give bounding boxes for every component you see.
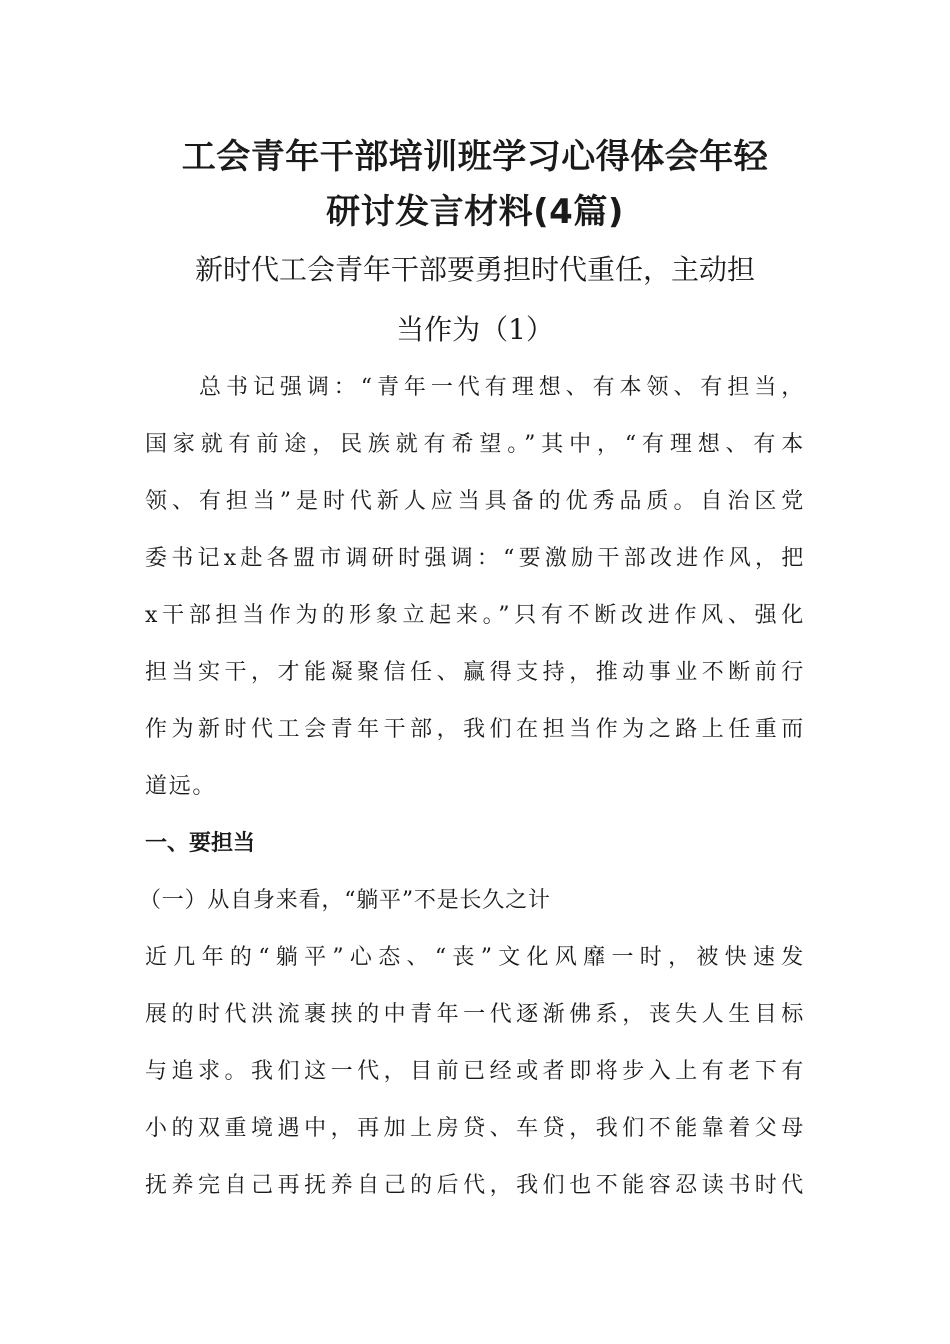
paragraph-1-line-4: 委书记x赴各盟市调研时强调：“要激励干部改进作风，把: [145, 546, 805, 571]
section-heading: 一、要担当: [145, 831, 256, 856]
document-title-line-2: 研讨发言材料(4篇): [326, 192, 624, 232]
paragraph-2-line-2: 展的时代洪流裹挟的中青年一代逐渐佛系，丧失人生目标: [145, 1002, 805, 1027]
paragraph-1-line-5: x干部担当作为的形象立起来。”只有不断改进作风、强化: [145, 603, 805, 628]
paragraph-1-line-2: 国家就有前途，民族就有希望。”其中，“有理想、有本: [145, 432, 805, 457]
paragraph-2-line-4: 小的双重境遇中，再加上房贷、车贷，我们不能靠着父母: [145, 1116, 805, 1141]
paragraph-1-line-6: 担当实干，才能凝聚信任、赢得支持，推动事业不断前行: [145, 660, 805, 685]
paragraph-1-line-8: 道远。: [145, 774, 217, 799]
paragraph-1-line-3: 领、有担当”是时代新人应当具备的优秀品质。自治区党: [145, 489, 805, 514]
paragraph-1-line-7: 作为新时代工会青年干部，我们在担当作为之路上任重而: [145, 717, 805, 742]
section-subheading: （一）从自身来看，“躺平”不是长久之计: [139, 888, 551, 913]
paragraph-1-line-1: 总书记强调：“青年一代有理想、有本领、有担当，: [199, 375, 805, 400]
paragraph-2-line-5: 抚养完自己再抚养自己的后代，我们也不能容忍读书时代: [145, 1173, 805, 1198]
article-subtitle-line-1: 新时代工会青年干部要勇担时代重任，主动担: [194, 253, 755, 286]
paragraph-2-line-1: 近几年的“躺平”心态、“丧”文化风靡一时，被快速发: [145, 945, 805, 970]
article-subtitle-line-2: 当作为（1）: [396, 313, 554, 346]
document-title-line-1: 工会青年干部培训班学习心得体会年轻: [181, 137, 769, 177]
paragraph-2-line-3: 与追求。我们这一代，目前已经或者即将步入上有老下有: [145, 1059, 805, 1084]
